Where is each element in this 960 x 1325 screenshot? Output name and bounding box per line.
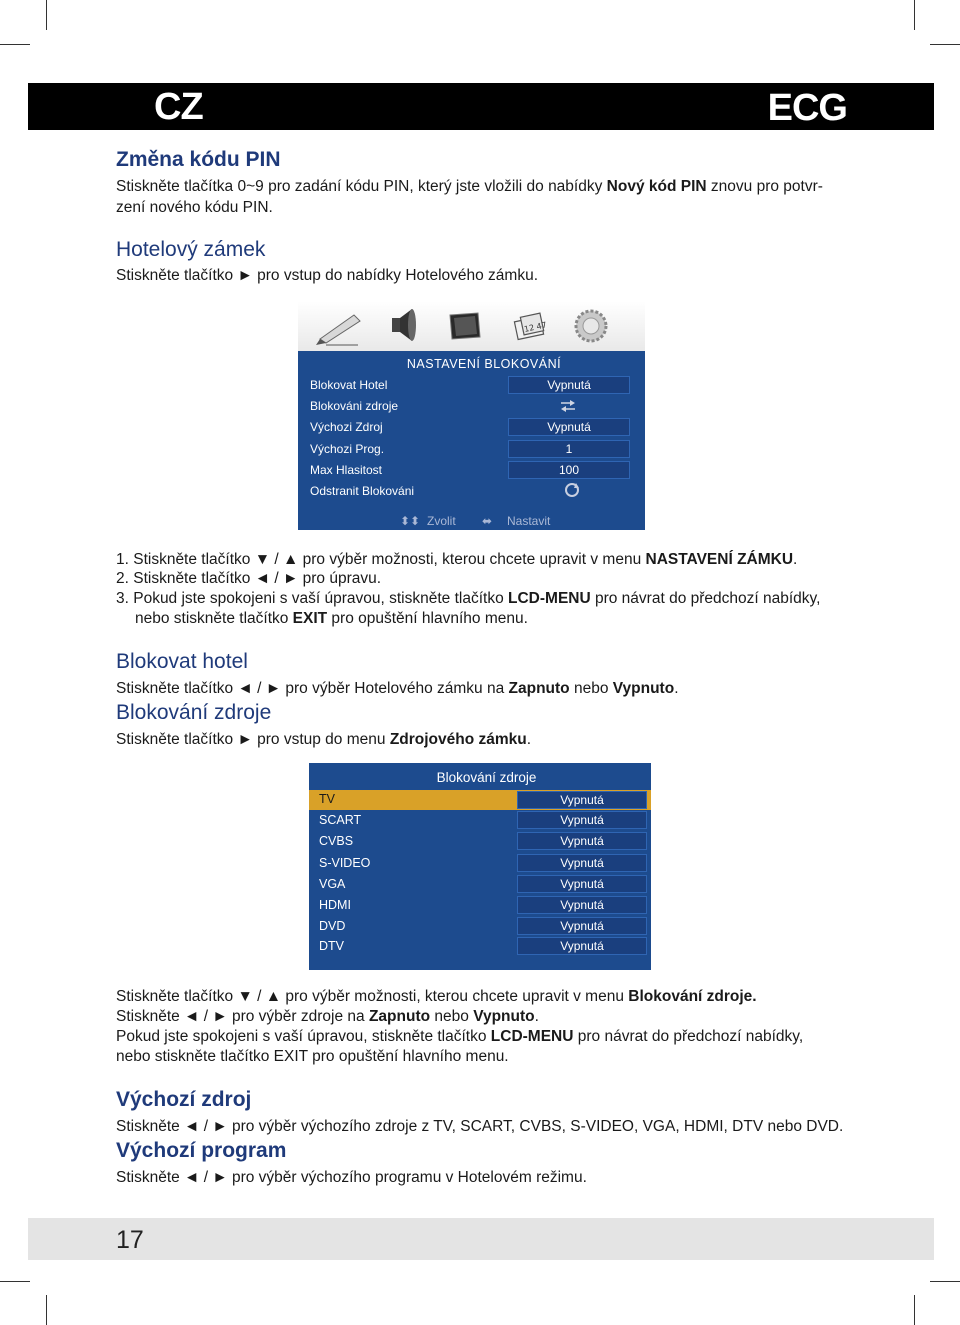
menu-row-dtv[interactable]: [309, 937, 651, 957]
paragraph-source-line1: [116, 987, 757, 1007]
header-bar: [28, 83, 934, 130]
paragraph-source-line2: [116, 1007, 539, 1027]
menu-item-default-source[interactable]: Výchozi Zdroj: [310, 420, 383, 434]
menu-item-value[interactable]: Vypnutá: [517, 791, 647, 809]
text: nebo: [569, 680, 613, 697]
brand-logo: ECG: [767, 87, 847, 129]
menu-row-svideo[interactable]: [309, 854, 651, 874]
menu-item-label: TV: [319, 792, 335, 806]
text: pro návrat do předchozí nabídky,: [590, 590, 821, 607]
language-code: CZ: [154, 86, 203, 128]
menu-value-default-source[interactable]: Vypnutá: [508, 418, 630, 436]
text-bold: LCD-MENU: [490, 1028, 574, 1045]
text-bold: Nový kód PIN: [606, 178, 707, 195]
menu-item-value[interactable]: Vypnutá: [517, 937, 647, 955]
crop-mark: [914, 1295, 915, 1325]
text: znovu pro potvr-: [706, 178, 823, 195]
text-bold: Zdrojového zámku: [389, 731, 527, 748]
paragraph-default-program: Stiskněte ◄ / ► pro výběr výchozího programu v Hotelovém režimu.: [116, 1169, 587, 1186]
refresh-icon[interactable]: [564, 482, 580, 498]
osd-lock-settings-menu: [298, 301, 645, 530]
menu-item-value[interactable]: Vypnutá: [517, 875, 647, 893]
menu-icon-bar: [298, 301, 645, 351]
text-bold: Vypnuto: [612, 680, 675, 697]
paragraph-source-lock: [116, 730, 531, 750]
footer-select-label: Zvolit: [427, 514, 456, 528]
section-title-block-hotel: Blokovat hotel: [116, 650, 248, 673]
paragraph-pin-line1: [116, 177, 823, 197]
menu-row-cvbs[interactable]: [309, 832, 651, 852]
svg-text:12 47: 12 47: [523, 320, 548, 334]
text: Stiskněte tlačítka 0~9 pro zadání kódu PIN, který jste vložili do nabídky: [116, 178, 607, 195]
menu-item-value[interactable]: Vypnutá: [517, 917, 647, 935]
menu-item-default-prog[interactable]: Výchozi Prog.: [310, 442, 385, 456]
menu-item-label: HDMI: [319, 898, 351, 912]
page-number: 17: [116, 1226, 144, 1254]
menu-row-dvd[interactable]: [309, 917, 651, 937]
menu-value-max-volume[interactable]: 100: [508, 461, 630, 479]
menu-panel: [298, 351, 645, 513]
footer-set-label: Nastavit: [507, 514, 551, 528]
text: Stiskněte ◄ / ► pro výběr zdroje na: [116, 1008, 369, 1025]
text-bold: LCD-MENU: [508, 590, 591, 607]
menu-item-label: S-VIDEO: [319, 856, 371, 870]
section-title-pin: Změna kódu PIN: [116, 148, 281, 171]
step-1: [116, 550, 797, 570]
lock-icon[interactable]: [514, 313, 547, 339]
crop-mark: [0, 1281, 30, 1282]
text: Pokud jste spokojeni s vaší úpravou, stiskněte tlačítko: [116, 1028, 491, 1045]
monitor-icon[interactable]: [450, 313, 480, 339]
menu-item-label: VGA: [319, 877, 346, 891]
menu-row-vga[interactable]: [309, 875, 651, 895]
osd-source-lock-menu: [309, 763, 651, 970]
menu-item-label: CVBS: [319, 834, 354, 848]
menu-title: Blokování zdroje: [436, 770, 537, 785]
paragraph-block-hotel: [116, 679, 679, 699]
menu-row-hdmi[interactable]: [309, 896, 651, 916]
step-2: 2. Stiskněte tlačítko ◄ / ► pro úpravu.: [116, 570, 382, 587]
text: Stiskněte tlačítko ◄ / ► pro výběr Hotelového zámku na: [116, 680, 509, 697]
paragraph-source-line4: nebo stiskněte tlačítko EXIT pro opuštění hlavního menu.: [116, 1048, 509, 1065]
text-bold: EXIT: [292, 610, 328, 627]
footer-bar: [28, 1218, 934, 1260]
menu-value-hotel-lock[interactable]: Vypnutá: [508, 376, 630, 394]
menu-footer: [298, 513, 645, 530]
text: 1. Stiskněte tlačítko ▼ / ▲ pro výběr možnosti, kterou chcete upravit v menu: [116, 551, 646, 568]
menu-value-default-prog[interactable]: 1: [508, 440, 630, 458]
section-title-default-source: Výchozí zdroj: [116, 1088, 252, 1111]
crop-mark: [914, 0, 915, 30]
menu-item-value[interactable]: Vypnutá: [517, 832, 647, 850]
menu-item-label: SCART: [319, 813, 362, 827]
pencil-icon[interactable]: [316, 315, 360, 345]
paragraph-default-source: Stiskněte ◄ / ► pro výběr výchozího zdroje z TV, SCART, CVBS, S-VIDEO, VGA, HDMI, DTV nebo DVD.: [116, 1118, 844, 1135]
leftright-arrows-icon: ⬌: [482, 514, 493, 528]
paragraph-hotel-lock: Stiskněte tlačítko ► pro vstup do nabídky Hotelového zámku.: [116, 267, 539, 284]
text: Stiskněte tlačítko ▼ / ▲ pro výběr možnosti, kterou chcete upravit v menu: [116, 988, 629, 1005]
crop-mark: [46, 0, 47, 30]
text: pro opuštění hlavního menu.: [327, 610, 528, 627]
text: .: [793, 551, 798, 568]
menu-row-scart[interactable]: [309, 811, 651, 831]
text-bold: Zapnuto: [368, 1008, 431, 1025]
text: nebo stiskněte tlačítko: [135, 610, 293, 627]
gear-icon[interactable]: [576, 311, 606, 341]
section-title-default-program: Výchozí program: [116, 1139, 287, 1162]
paragraph-pin-line2: zení nového kódu PIN.: [116, 199, 273, 216]
enter-arrow-icon[interactable]: [560, 399, 576, 413]
step-3-cont: [135, 609, 528, 629]
text-bold: NASTAVENÍ ZÁMKU: [645, 551, 794, 568]
section-title-source-lock: Blokování zdroje: [116, 701, 272, 724]
text: .: [534, 1008, 539, 1025]
menu-item-value[interactable]: Vypnutá: [517, 896, 647, 914]
menu-item-hotel-lock[interactable]: Blokovat Hotel: [310, 378, 388, 392]
menu-item-clear-lock[interactable]: Odstranit Blokováni: [310, 484, 415, 498]
text: .: [674, 680, 679, 697]
text: 3. Pokud jste spokojeni s vaší úpravou, stiskněte tlačítko: [116, 590, 509, 607]
updown-arrows-icon: ⬍⬍: [400, 514, 421, 528]
menu-item-source-lock[interactable]: Blokováni zdroje: [310, 399, 399, 413]
menu-item-max-volume[interactable]: Max Hlasitost: [310, 463, 383, 477]
section-title-hotel-lock: Hotelový zámek: [116, 238, 266, 261]
text: .: [526, 731, 532, 748]
menu-title: NASTAVENÍ BLOKOVÁNÍ: [406, 357, 562, 371]
text: pro návrat do předchozí nabídky,: [573, 1028, 804, 1045]
text-bold: Vypnuto: [473, 1008, 535, 1025]
speaker-icon[interactable]: [392, 309, 416, 341]
crop-mark: [930, 44, 960, 45]
menu-row-tv[interactable]: [309, 790, 651, 810]
text: Stiskněte tlačítko ► pro vstup do menu: [116, 731, 390, 748]
menu-item-label: DTV: [319, 939, 344, 953]
menu-item-label: DVD: [319, 919, 346, 933]
paragraph-source-line3: [116, 1027, 803, 1047]
menu-item-value[interactable]: Vypnutá: [517, 854, 647, 872]
crop-mark: [46, 1295, 47, 1325]
text: nebo: [430, 1008, 474, 1025]
crop-mark: [0, 44, 30, 45]
text-bold: Blokování zdroje.: [628, 988, 757, 1005]
crop-mark: [930, 1281, 960, 1282]
step-3: [116, 589, 820, 609]
menu-item-value[interactable]: Vypnutá: [517, 811, 647, 829]
text-bold: Zapnuto: [508, 680, 570, 697]
